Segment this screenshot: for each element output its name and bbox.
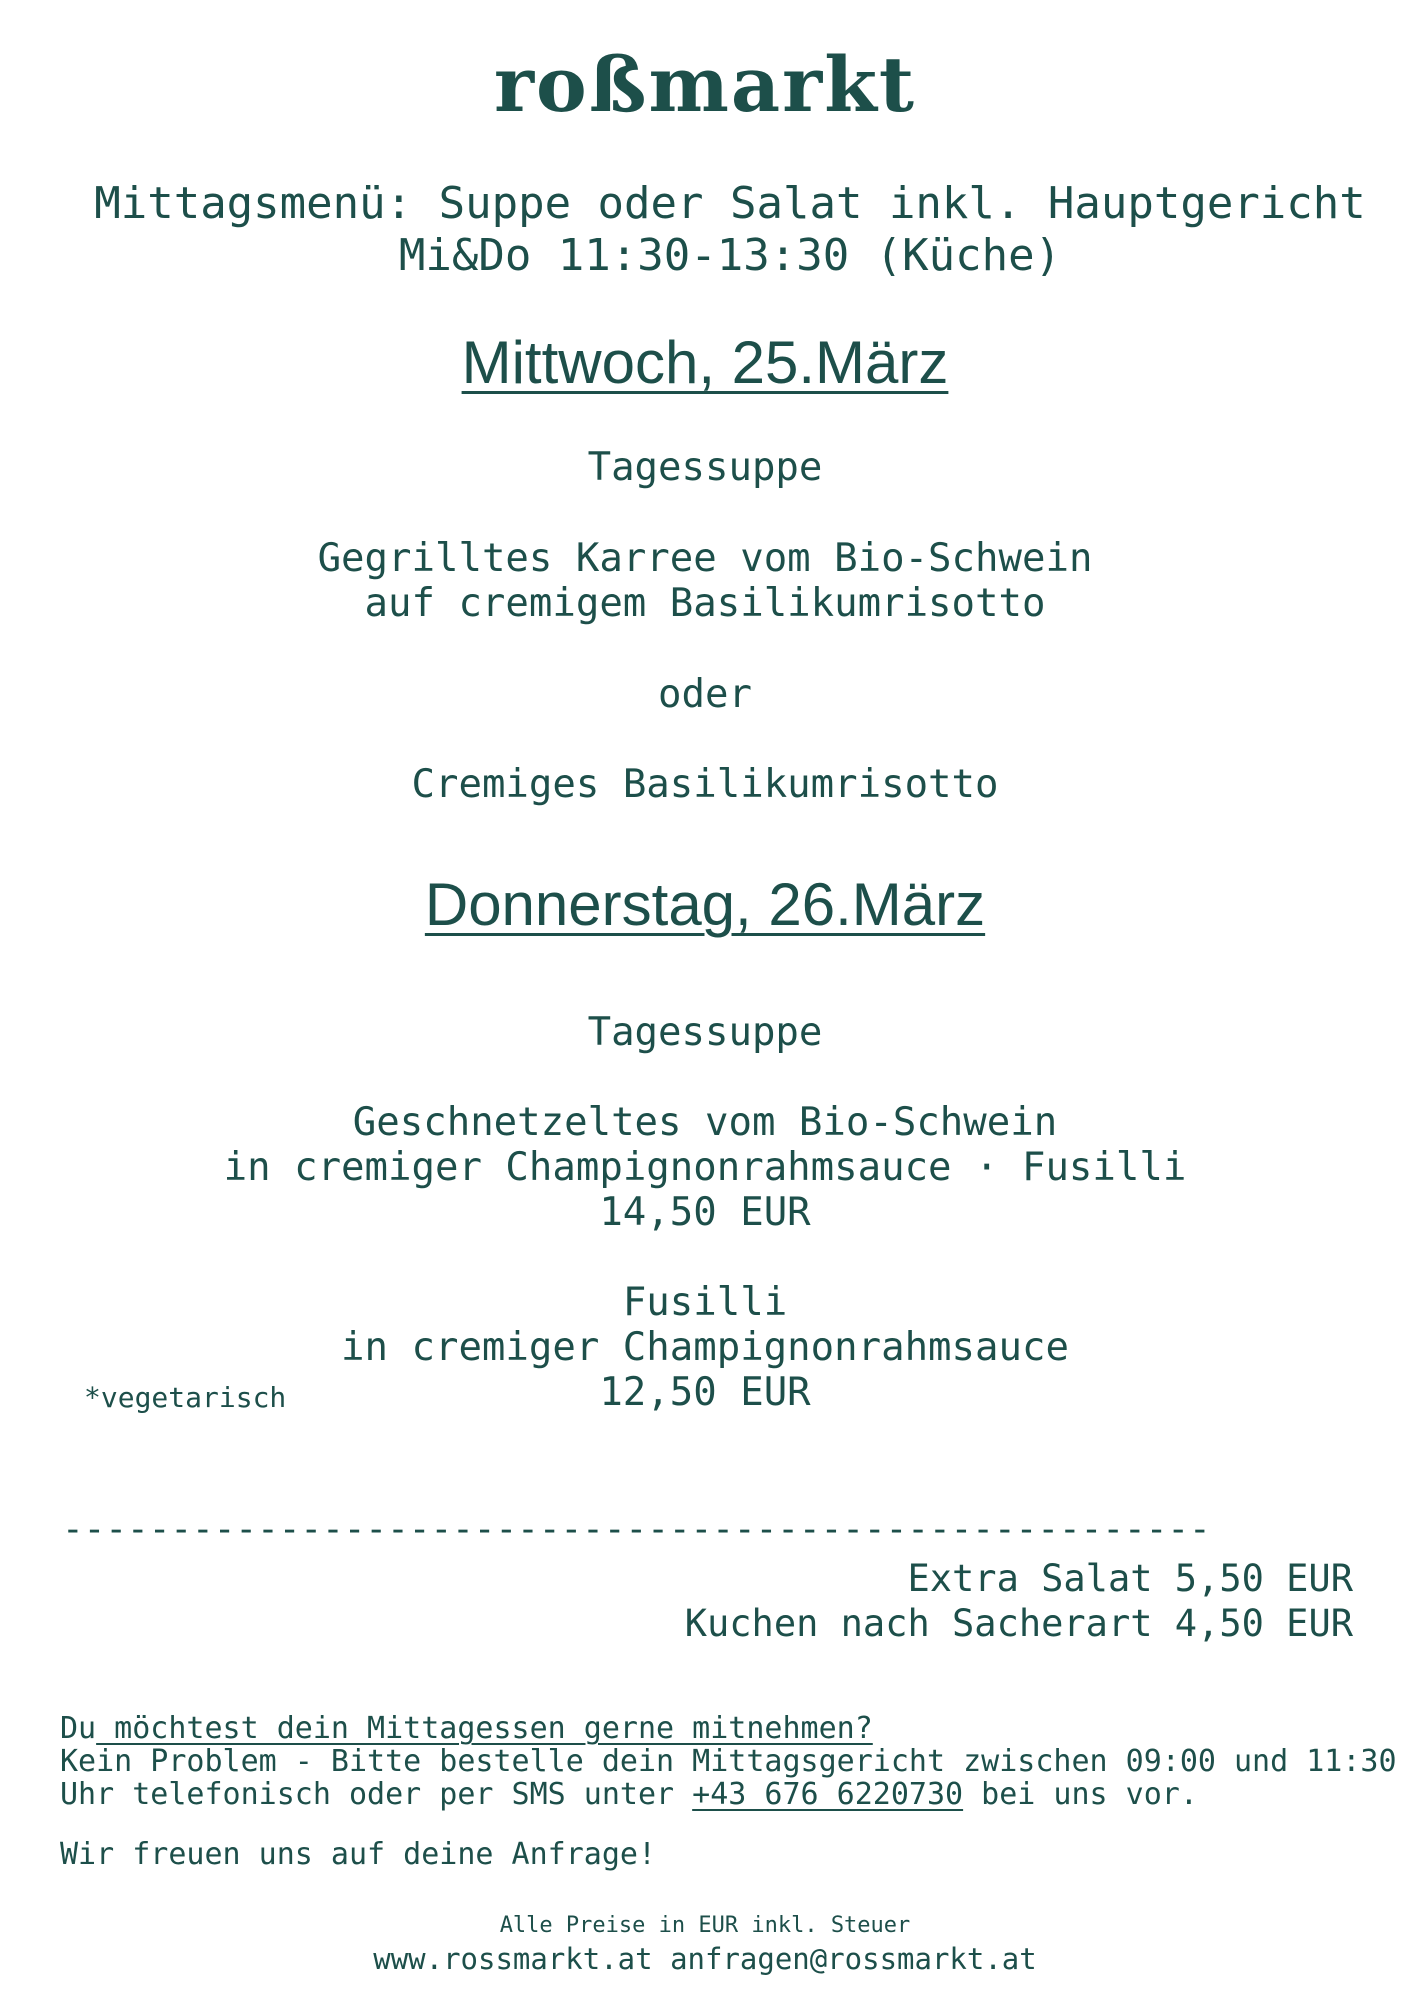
thursday-main-price: 14,50 EUR [599, 1190, 811, 1235]
takeaway-question-lead: Du [60, 1711, 97, 1746]
footer-links [0, 1942, 1410, 1976]
menu-intro-title: Mittagsmenü: Suppe oder Salat inkl. Hauptgericht [94, 178, 1366, 229]
thursday-main-dish [0, 1100, 1410, 1235]
menu-intro-hours: Mi&Do 11:30-13:30 (Küche) [398, 230, 1062, 281]
wednesday-main-dish [0, 536, 1410, 626]
takeaway-order-window: Kein Problem - Bitte bestelle dein Mittagsgericht zwischen 09:00 und 11:30 [60, 1744, 1397, 1779]
phone-link[interactable]: +43 676 6220730 [692, 1777, 964, 1812]
thursday-main-line1: Geschnetzeltes vom Bio-Schwein [352, 1100, 1058, 1145]
menu-intro [80, 178, 1380, 282]
thursday-veg-line1: Fusilli [622, 1280, 788, 1325]
extras-list [685, 1556, 1353, 1646]
day-heading-thursday: Donnerstag, 26.März [424, 871, 986, 938]
brand-logo: roßmarkt [494, 40, 916, 129]
thursday-soup: Tagessuppe [587, 1010, 823, 1055]
thursday-veg-price: 12,50 EUR [599, 1370, 811, 1415]
thanks-text: Wir freuen uns auf deine Anfrage! [60, 1837, 657, 1872]
website-link[interactable]: www.rossmarkt.at [373, 1942, 653, 1976]
takeaway-question [60, 1712, 1360, 1745]
takeaway-contact-before: Uhr telefonisch oder per SMS unter [60, 1777, 693, 1812]
takeaway-question-text: möchtest dein Mittagessen gerne mitnehmen? [96, 1711, 873, 1746]
takeaway-info [60, 1711, 1397, 1812]
wednesday-soup: Tagessuppe [587, 445, 823, 490]
takeaway-contact-line [60, 1778, 1360, 1811]
prices-note: Alle Preise in EUR inkl. Steuer [499, 1913, 911, 1938]
wednesday-main-line1: Gegrilltes Karree vom Bio-Schwein [317, 536, 1093, 581]
wednesday-vegetarian-dish: Cremiges Basilikumrisotto [411, 762, 999, 807]
takeaway-contact-after: bei uns vor. [963, 1777, 1198, 1812]
wednesday-or-separator: oder [658, 672, 752, 717]
wednesday-main-line2: auf cremigem Basilikumrisotto [364, 581, 1046, 626]
email-link[interactable]: anfragen@rossmarkt.at [670, 1942, 1037, 1976]
thursday-main-line2: in cremiger Champignonrahmsauce · Fusilli [223, 1145, 1187, 1190]
thursday-veg-line2: in cremiger Champignonrahmsauce [341, 1325, 1069, 1370]
vegetarian-note: *vegetarisch [84, 1381, 287, 1414]
extra-cake: Kuchen nach Sacherart 4,50 EUR [684, 1602, 1353, 1645]
day-heading-wednesday: Mittwoch, 25.März [461, 329, 949, 396]
dashed-divider: ----------------------------------------------------- [62, 1510, 1211, 1550]
extra-salad: Extra Salat 5,50 EUR [907, 1557, 1353, 1600]
